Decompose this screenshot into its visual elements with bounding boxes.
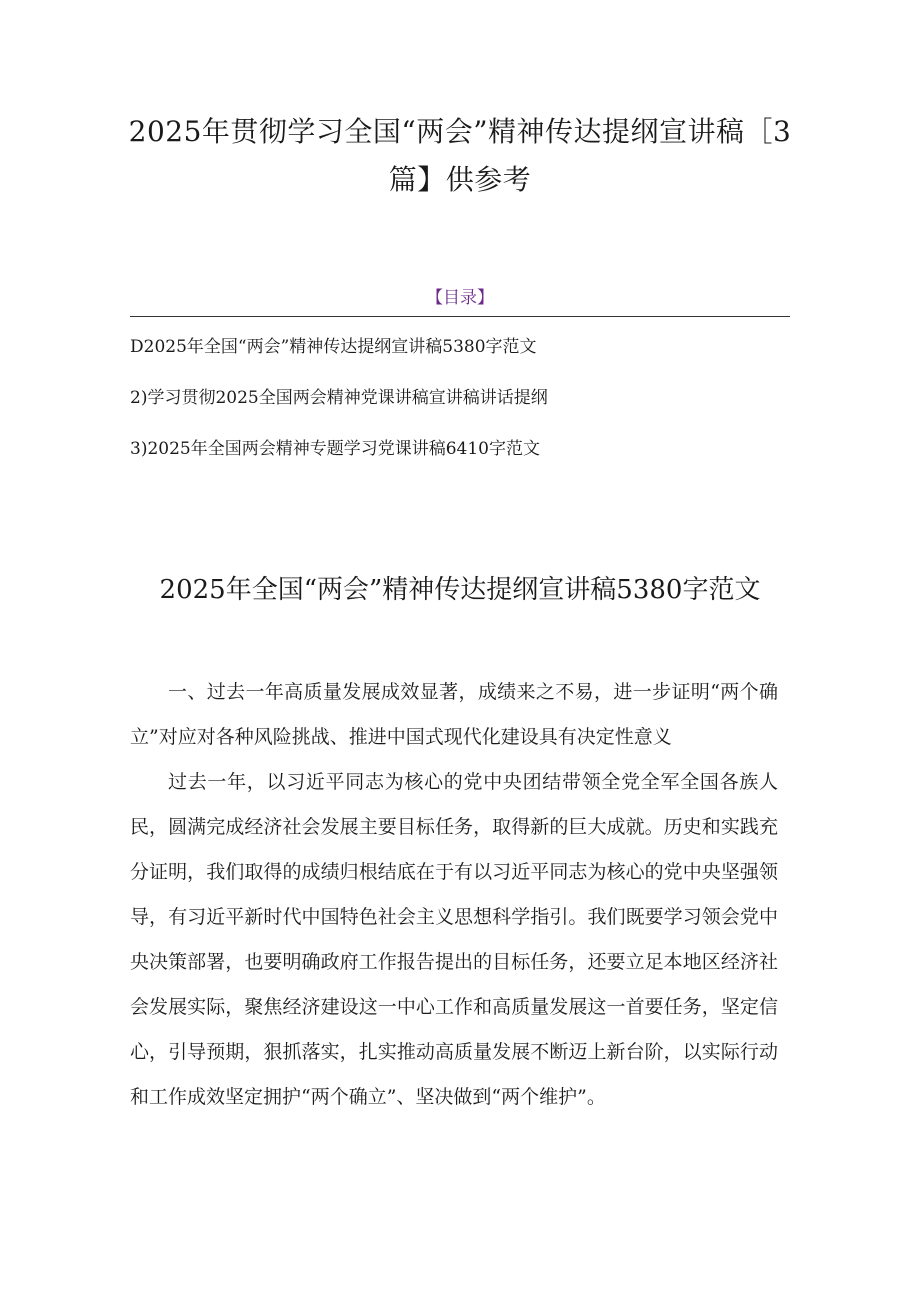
toc-divider (130, 316, 790, 317)
toc-item-3[interactable]: 3)2025年全国两会精神专题学习党课讲稿6410字范文 (130, 439, 540, 459)
section-title: 2025年全国“两会”精神传达提纲宣讲稿5380字范文 (159, 575, 761, 605)
toc-heading: 【目录】 (426, 288, 494, 308)
toc-item-1[interactable]: D2025年全国“两会”精神传达提纲宣讲稿5380字范文 (130, 337, 537, 357)
paragraph-1: 一、过去一年高质量发展成效显著，成绩来之不易，进一步证明“两个确立”对应对各种风险挑战、推进中国式现代化建设具有决定性意义 (130, 681, 778, 748)
toc-item-2[interactable]: 2)学习贯彻2025全国两会精神党课讲稿宣讲稿讲话提纲 (130, 388, 548, 408)
section-body (130, 670, 778, 1120)
table-of-contents (130, 334, 790, 487)
document-title: 2025年贯彻学习全国“两会”精神传达提纲宣讲稿［3篇】供参考 (128, 115, 792, 196)
paragraph-2: 过去一年，以习近平同志为核心的党中央团结带领全党全军全国各族人民，圆满完成经济社会发展主要目标任务，取得新的巨大成就。历史和实践充分证明，我们取得的成绩归根结底在于有以习近平同志为核心的党中央坚强领导，有习近平新时代中国特色社会主义思想科学指引。我们既要学习领会党中央决策部署，也要明确政府工作报告提出的目标任务，还要立足本地区经济社会发展实际，聚焦经济建设这一中心工作和高质量发展这一首要任务，坚定信心，引导预期，狠抓落实，扎实推动高质量发展不断迈上新台阶，以实际行动和工作成效坚定拥护“两个确立”、坚决做到“两个维护”。 (130, 771, 778, 1108)
